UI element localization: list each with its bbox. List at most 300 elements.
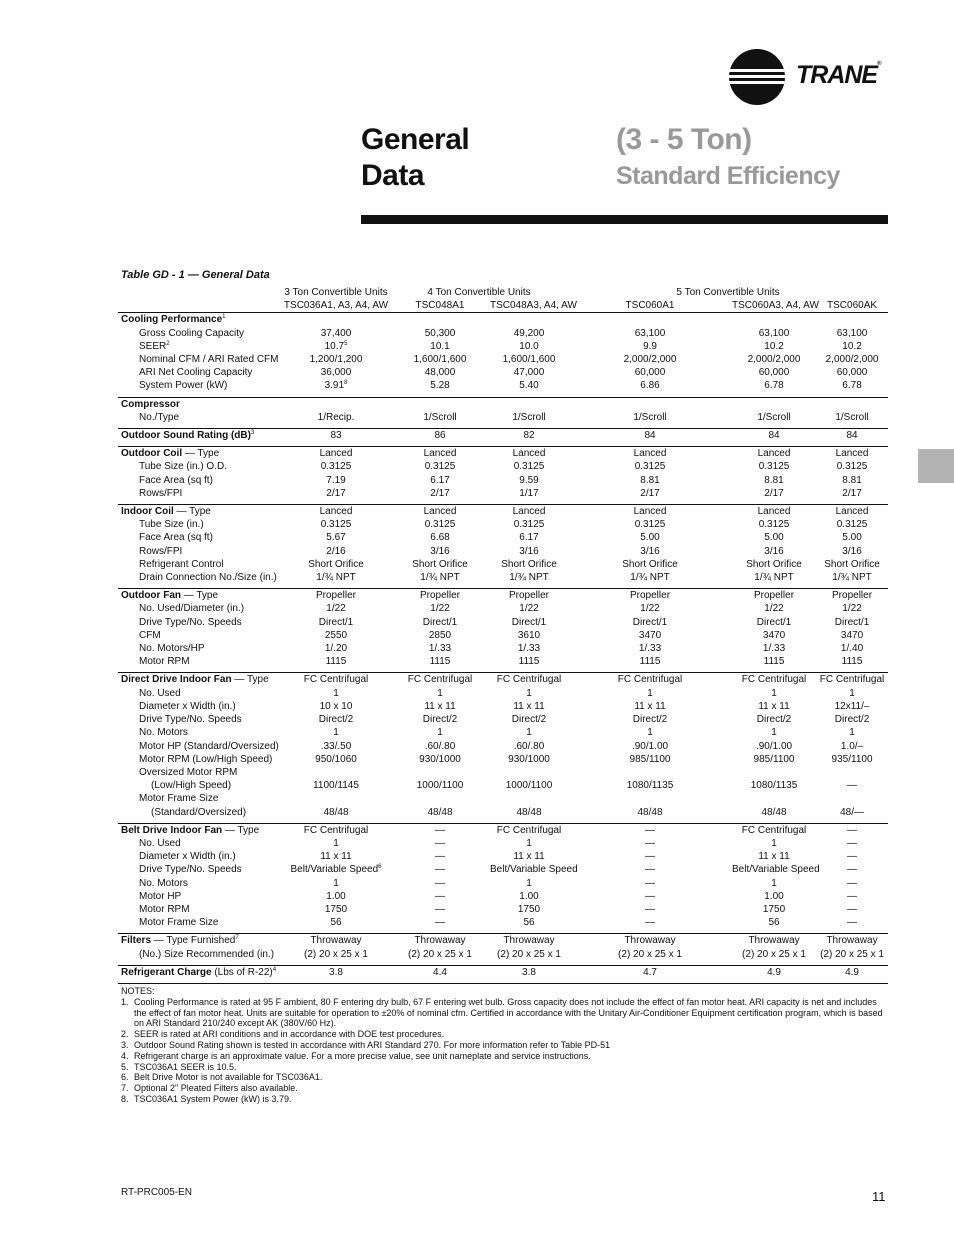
table-cell bbox=[282, 792, 390, 805]
table-cell: 11 x 11 bbox=[758, 700, 790, 712]
table-cell: 985/1100 bbox=[753, 753, 795, 765]
table-cell bbox=[568, 397, 732, 411]
table-cell: 1 bbox=[437, 727, 443, 739]
table-cell: (2) 20 x 25 x 1 bbox=[742, 948, 806, 960]
trane-logo bbox=[729, 49, 899, 105]
table-cell: .90/1.00 bbox=[755, 740, 793, 752]
table-cell: Lanced bbox=[390, 505, 490, 519]
table-cell: 2/17 bbox=[842, 487, 862, 499]
table-cell: 1/.33 bbox=[517, 643, 541, 655]
table-row bbox=[118, 916, 888, 929]
table-cell: 60,000 bbox=[836, 367, 868, 379]
table-cell: 3470 bbox=[762, 629, 786, 641]
table-cell: 86 bbox=[390, 429, 490, 443]
table-cell: 0.3125 bbox=[424, 519, 456, 531]
table-cell: 1/Scroll bbox=[835, 411, 869, 423]
section-header-row bbox=[118, 823, 888, 837]
trane-emblem-icon bbox=[729, 49, 785, 105]
table-cell: 6.68 bbox=[430, 532, 450, 544]
table-cell bbox=[490, 397, 568, 411]
table-cell: 4.9 bbox=[732, 965, 816, 979]
table-cell bbox=[732, 766, 816, 779]
table-row bbox=[118, 487, 888, 500]
row-label: Motor Frame Size bbox=[139, 793, 219, 805]
row-label: SEER$^2$ bbox=[139, 340, 170, 352]
row-label: Oversized Motor RPM bbox=[139, 766, 238, 778]
table-cell: 1/.40 bbox=[840, 643, 864, 655]
unit-group-header: 4 Ton Convertible Units bbox=[427, 287, 531, 298]
section-title: Belt Drive Indoor Fan — Type bbox=[118, 823, 282, 837]
table-row bbox=[118, 837, 888, 850]
table-cell: — bbox=[847, 864, 858, 876]
model-header: TSC036A1, A3, A4, AW bbox=[283, 300, 389, 312]
table-cell: 2550 bbox=[324, 629, 348, 641]
table-cell: — bbox=[645, 837, 656, 849]
row-label: ARI Net Cooling Capacity bbox=[139, 367, 253, 379]
table-cell: 2,000/2,000 bbox=[623, 354, 677, 366]
table-cell: — bbox=[645, 917, 656, 929]
row-label: (Standard/Oversized) bbox=[151, 806, 247, 818]
table-cell: 1/.20 bbox=[324, 643, 348, 655]
table-cell bbox=[282, 766, 390, 779]
table-cell: 1.00 bbox=[326, 890, 346, 902]
table-cell: FC Centrifugal bbox=[732, 823, 816, 837]
section-title: Outdoor Fan — Type bbox=[118, 589, 282, 603]
table-row bbox=[118, 779, 888, 792]
table-cell: 1/Scroll bbox=[757, 411, 791, 423]
table-cell: 1115 bbox=[639, 656, 661, 668]
table-row bbox=[118, 602, 888, 615]
section-header-row bbox=[118, 673, 888, 687]
table-cell: Lanced bbox=[568, 505, 732, 519]
table-cell: Direct/2 bbox=[834, 714, 870, 726]
table-cell: 1,200/1,200 bbox=[309, 354, 363, 366]
table-cell: 84 bbox=[816, 429, 888, 443]
table-cell: Throwaway bbox=[568, 934, 732, 948]
table-cell: 1115 bbox=[841, 656, 863, 668]
table-cell: 8.81 bbox=[842, 474, 862, 486]
note-item: 7. Optional 2" Pleated Filters also available. bbox=[121, 1083, 298, 1094]
table-cell: 84 bbox=[568, 429, 732, 443]
table-cell: 6.78 bbox=[842, 380, 862, 392]
note-item: 2. SEER is rated at ARI conditions and in accordance with DOE test procedures. bbox=[121, 1029, 445, 1040]
table-cell bbox=[816, 792, 888, 805]
unit-group-row bbox=[118, 286, 888, 299]
table-cell: 1,600/1,600 bbox=[502, 354, 556, 366]
section-title: Direct Drive Indoor Fan — Type bbox=[118, 673, 282, 687]
table-cell: Lanced bbox=[490, 505, 568, 519]
row-label: System Power (kW) bbox=[139, 380, 228, 392]
table-cell: Direct/1 bbox=[318, 616, 354, 628]
table-row bbox=[118, 558, 888, 571]
page-title: General Data bbox=[361, 123, 470, 192]
table-cell: 48/48 bbox=[427, 806, 453, 818]
table-cell: — bbox=[435, 837, 445, 849]
table-cell: 84 bbox=[732, 429, 816, 443]
row-label: Rows/FPI bbox=[139, 545, 183, 557]
table-row bbox=[118, 753, 888, 766]
table-cell: 63,100 bbox=[836, 327, 868, 339]
table-row bbox=[118, 806, 888, 819]
table-cell: 1 bbox=[526, 877, 532, 889]
table-cell: 1 bbox=[437, 687, 443, 699]
table-cell: 1.0/– bbox=[840, 740, 864, 752]
row-label: Face Area (sq ft) bbox=[139, 532, 213, 544]
table-cell: 6.17 bbox=[519, 532, 539, 544]
table-cell: 1 bbox=[849, 727, 855, 739]
table-cell: — bbox=[435, 864, 445, 876]
table-cell bbox=[732, 397, 816, 411]
table-cell: 10 x 10 bbox=[319, 700, 353, 712]
table-row bbox=[118, 616, 888, 629]
section-title: Outdoor Coil — Type bbox=[118, 447, 282, 461]
model-header: TSC060A1 bbox=[625, 300, 675, 312]
table-cell: 1,600/1,600 bbox=[413, 354, 467, 366]
table-cell bbox=[390, 766, 490, 779]
table-cell: 0.3125 bbox=[634, 461, 666, 473]
table-row bbox=[118, 700, 888, 713]
table-cell: 3/16 bbox=[640, 545, 660, 557]
table-cell: — bbox=[847, 837, 858, 849]
table-cell: 5.28 bbox=[430, 380, 450, 392]
table-cell: 2,000/2,000 bbox=[825, 354, 879, 366]
table-cell: (2) 20 x 25 x 1 bbox=[820, 948, 884, 960]
table-cell: 2/17 bbox=[326, 487, 346, 499]
row-label: Face Area (sq ft) bbox=[139, 474, 213, 486]
section-header-row bbox=[118, 934, 888, 948]
table-cell: .60/.80 bbox=[424, 740, 456, 752]
table-cell bbox=[568, 313, 732, 327]
table-cell: 11 x 11 bbox=[513, 700, 545, 712]
table-cell: — bbox=[645, 903, 656, 915]
table-cell: 3/16 bbox=[430, 545, 450, 557]
table-cell: Propeller bbox=[282, 589, 390, 603]
table-cell: 1 bbox=[333, 877, 339, 889]
table-cell: 12x11/– bbox=[834, 700, 870, 712]
table-cell: 1/Scroll bbox=[633, 411, 667, 423]
row-label: CFM bbox=[139, 629, 161, 641]
table-row bbox=[118, 531, 888, 544]
table-cell: Direct/2 bbox=[318, 714, 354, 726]
table-cell: 10.1 bbox=[430, 340, 450, 352]
table-cell: 0.3125 bbox=[320, 461, 352, 473]
table-cell: 0.3125 bbox=[758, 461, 790, 473]
table-cell: 2/17 bbox=[764, 487, 784, 499]
document-code: RT-PRC005-EN bbox=[121, 1187, 192, 1198]
row-label: Drive Type/No. Speeds bbox=[139, 864, 242, 876]
table-cell: (2) 20 x 25 x 1 bbox=[618, 948, 682, 960]
table-cell: 1/.33 bbox=[762, 643, 786, 655]
model-header: TSC060A3, A4, AW bbox=[732, 300, 819, 312]
row-label: Refrigerant Control bbox=[139, 558, 224, 570]
table-cell: 5.00 bbox=[764, 532, 784, 544]
table-cell: Short Orifice bbox=[412, 558, 468, 570]
table-cell: FC Centrifugal bbox=[282, 673, 390, 687]
general-data-table bbox=[118, 286, 888, 984]
table-cell: 0.3125 bbox=[424, 461, 456, 473]
table-row bbox=[118, 903, 888, 916]
table-cell bbox=[816, 313, 888, 327]
notes bbox=[121, 986, 891, 1105]
table-cell: 11 x 11 bbox=[758, 851, 790, 863]
table-cell: Direct/1 bbox=[834, 616, 870, 628]
row-label: Motor HP (Standard/Oversized) bbox=[139, 740, 279, 752]
table-cell: — bbox=[645, 851, 656, 863]
table-cell: 5.00 bbox=[640, 532, 660, 544]
table-cell: 8.81 bbox=[640, 474, 660, 486]
section-header-row bbox=[118, 589, 888, 603]
table-row bbox=[118, 545, 888, 558]
table-cell bbox=[732, 313, 816, 327]
table-cell: FC Centrifugal bbox=[732, 673, 816, 687]
table-cell bbox=[490, 766, 568, 779]
table-cell: 1000/1100 bbox=[505, 780, 553, 792]
table-cell bbox=[732, 792, 816, 805]
table-cell: 1/Recip. bbox=[317, 411, 355, 423]
table-cell: 60,000 bbox=[634, 367, 666, 379]
table-cell: 2,000/2,000 bbox=[747, 354, 801, 366]
note-item: 8. TSC036A1 System Power (kW) is 3.79. bbox=[121, 1093, 292, 1104]
table-cell bbox=[282, 313, 390, 327]
table-cell: Lanced bbox=[732, 447, 816, 461]
table-cell: Propeller bbox=[490, 589, 568, 603]
table-cell: 5.67 bbox=[326, 532, 346, 544]
table-cell: 48/48 bbox=[637, 806, 663, 818]
table-cell: 7.19 bbox=[326, 474, 346, 486]
table-cell: 2850 bbox=[428, 629, 452, 641]
table-cell: 1/Scroll bbox=[423, 411, 457, 423]
table-cell: 1080/1135 bbox=[750, 780, 798, 792]
table-cell: 4.4 bbox=[390, 965, 490, 979]
table-row bbox=[118, 629, 888, 642]
table-cell: Throwaway bbox=[490, 934, 568, 948]
table-cell: 1/22 bbox=[842, 603, 862, 615]
table-cell: 930/1000 bbox=[419, 753, 461, 765]
table-cell: 6.17 bbox=[430, 474, 450, 486]
table-cell bbox=[568, 792, 732, 805]
title-divider bbox=[361, 215, 888, 224]
table-cell: Direct/2 bbox=[756, 714, 792, 726]
table-cell: 1115 bbox=[763, 656, 785, 668]
table-cell: 1115 bbox=[325, 656, 347, 668]
table-cell: 1115 bbox=[429, 656, 451, 668]
table-cell: 4.9 bbox=[816, 965, 888, 979]
table-cell: 56 bbox=[768, 917, 780, 929]
table-cell: 4.7 bbox=[568, 965, 732, 979]
table-cell: 1/¾ NPT bbox=[509, 572, 549, 584]
table-cell: 11 x 11 bbox=[513, 851, 545, 863]
table-cell: Belt/Variable Speed bbox=[732, 864, 820, 876]
table-cell: 950/1060 bbox=[315, 753, 357, 765]
table-cell: 1/22 bbox=[519, 603, 539, 615]
table-cell: 10.2 bbox=[842, 340, 862, 352]
table-cell: 48/48 bbox=[516, 806, 542, 818]
table-row bbox=[118, 877, 888, 890]
table-cell: Propeller bbox=[732, 589, 816, 603]
table-cell: — bbox=[645, 877, 656, 889]
table-cell: 1 bbox=[333, 727, 339, 739]
table-row bbox=[118, 474, 888, 487]
table-cell: 5.00 bbox=[842, 532, 862, 544]
table-cell: FC Centrifugal bbox=[390, 673, 490, 687]
table-cell: 10.0 bbox=[519, 340, 539, 352]
table-cell: 10.7$^5$ bbox=[324, 340, 348, 352]
table-cell: 8.81 bbox=[764, 474, 784, 486]
table-cell: 1 bbox=[333, 837, 339, 849]
table-row bbox=[118, 863, 888, 876]
table-cell: 3610 bbox=[517, 629, 541, 641]
model-header: TSC060AK bbox=[827, 300, 878, 312]
table-cell bbox=[568, 766, 732, 779]
row-label: Diameter x Width (in.) bbox=[139, 851, 236, 863]
table-cell: Short Orifice bbox=[824, 558, 880, 570]
table-cell: 1/22 bbox=[764, 603, 784, 615]
table-cell: 3/16 bbox=[842, 545, 862, 557]
table-cell: 10.2 bbox=[764, 340, 784, 352]
table-cell: 37,400 bbox=[320, 327, 352, 339]
row-label: No. Used bbox=[139, 837, 181, 849]
table-cell bbox=[390, 397, 490, 411]
table-row bbox=[118, 792, 888, 805]
table-row bbox=[118, 353, 888, 366]
section-header-row bbox=[118, 313, 888, 327]
table-cell: 48,000 bbox=[424, 367, 456, 379]
table-cell: — bbox=[816, 823, 888, 837]
table-cell bbox=[282, 397, 390, 411]
table-cell: — bbox=[645, 890, 656, 902]
table-cell: Direct/2 bbox=[632, 714, 668, 726]
section-header-row bbox=[118, 965, 888, 979]
table-cell: .90/1.00 bbox=[631, 740, 669, 752]
table-cell: 3470 bbox=[638, 629, 662, 641]
table-cell: 5.40 bbox=[519, 380, 539, 392]
table-cell: 1 bbox=[526, 727, 532, 739]
table-cell: Lanced bbox=[490, 447, 568, 461]
table-cell: Propeller bbox=[816, 589, 888, 603]
table-cell: 83 bbox=[282, 429, 390, 443]
section-header-row bbox=[118, 447, 888, 461]
table-cell: 1/¾ NPT bbox=[630, 572, 670, 584]
table-cell: — bbox=[435, 890, 445, 902]
table-cell: 3.91$^8$ bbox=[324, 380, 348, 392]
table-cell: FC Centrifugal bbox=[282, 823, 390, 837]
table-cell: 0.3125 bbox=[758, 519, 790, 531]
table-cell: — bbox=[390, 823, 490, 837]
table-cell: FC Centrifugal bbox=[490, 823, 568, 837]
row-label: Motor RPM bbox=[139, 903, 190, 915]
table-cell: 48/48 bbox=[323, 806, 349, 818]
row-label: Motor RPM bbox=[139, 656, 190, 668]
table-cell: — bbox=[847, 851, 858, 863]
table-row bbox=[118, 740, 888, 753]
table-cell: 1 bbox=[526, 687, 532, 699]
row-label: No./Type bbox=[139, 411, 180, 423]
table-cell: 930/1000 bbox=[508, 753, 550, 765]
table-row bbox=[118, 518, 888, 531]
table-cell: — bbox=[847, 877, 858, 889]
table-cell: 1.00 bbox=[764, 890, 784, 902]
section-header-row bbox=[118, 505, 888, 519]
row-label: (Low/High Speed) bbox=[151, 780, 232, 792]
table-cell: 0.3125 bbox=[513, 461, 545, 473]
table-row bbox=[118, 571, 888, 584]
table-cell: 11 x 11 bbox=[634, 700, 666, 712]
table-cell: 11 x 11 bbox=[320, 851, 352, 863]
table-cell: — bbox=[435, 903, 445, 915]
table-cell: 1/17 bbox=[519, 487, 539, 499]
table-cell: Direct/2 bbox=[511, 714, 547, 726]
table-cell: Short Orifice bbox=[622, 558, 678, 570]
table-cell: Direct/2 bbox=[422, 714, 458, 726]
table-cell: 1/¾ NPT bbox=[420, 572, 460, 584]
table-cell: Lanced bbox=[282, 447, 390, 461]
table-cell: 48/— bbox=[840, 806, 864, 818]
model-header: TSC048A1 bbox=[415, 300, 465, 312]
table-cell: Direct/1 bbox=[632, 616, 668, 628]
table-row bbox=[118, 713, 888, 726]
unit-group-header: 5 Ton Convertible Units bbox=[676, 287, 780, 298]
table-cell: Belt/Variable Speed bbox=[490, 864, 578, 876]
table-cell: (2) 20 x 25 x 1 bbox=[304, 948, 368, 960]
table-cell: 1/¾ NPT bbox=[832, 572, 872, 584]
table-row bbox=[118, 379, 888, 392]
table-cell: 3/16 bbox=[764, 545, 784, 557]
table-cell: 1750 bbox=[762, 903, 786, 915]
note-item: 3. Outdoor Sound Rating shown is tested in accordance with ARI Standard 270. For more information refer to Table PD-51 bbox=[121, 1039, 611, 1050]
row-label: No. Used bbox=[139, 687, 181, 699]
table-caption: Table GD - 1 — General Data bbox=[121, 269, 270, 281]
notes-heading: NOTES: bbox=[121, 986, 155, 996]
table-cell: 56 bbox=[330, 917, 342, 929]
table-cell: 63,100 bbox=[634, 327, 666, 339]
table-cell: 36,000 bbox=[320, 367, 352, 379]
table-cell: — bbox=[847, 780, 858, 792]
table-cell: 6.78 bbox=[764, 380, 784, 392]
table-cell: Throwaway bbox=[282, 934, 390, 948]
header-spacer bbox=[118, 286, 282, 299]
note-item: 1. Cooling Performance is rated at 95 F ambient, 80 F entering dry bulb, 67 F entering wet bulb. Gross capacity does not include the effect of fan motor heat. ARI capacity is net and includes the effect of fan motor heat. Units are suitable for operation to ±20% of nominal cfm. Certified in accordance with the Unitary Air-Conditioner Equipment certification program, which is based on ARI Standard 210/240 except AK (380V/60 Hz). bbox=[121, 996, 883, 1029]
table-cell: — bbox=[435, 877, 445, 889]
table-cell: 1 bbox=[771, 877, 777, 889]
table-cell: Lanced bbox=[282, 505, 390, 519]
row-label: Nominal CFM / ARI Rated CFM bbox=[139, 354, 279, 366]
row-label: No. Motors/HP bbox=[139, 643, 205, 655]
section-title: Compressor bbox=[118, 397, 282, 411]
row-label: No. Used/Diameter (in.) bbox=[139, 603, 245, 615]
table-row bbox=[118, 460, 888, 473]
section-header-row bbox=[118, 429, 888, 443]
model-header: TSC048A3, A4, AW bbox=[490, 300, 577, 312]
table-cell: 1750 bbox=[517, 903, 541, 915]
page-subtitle: (3 - 5 Ton) Standard Efficiency bbox=[616, 123, 840, 190]
table-row bbox=[118, 850, 888, 863]
table-cell: 1/22 bbox=[640, 603, 660, 615]
table-cell: 3.8 bbox=[282, 965, 390, 979]
table-cell: 1 bbox=[333, 687, 339, 699]
table-cell: 1 bbox=[771, 837, 777, 849]
table-cell: Throwaway bbox=[390, 934, 490, 948]
table-cell: Direct/1 bbox=[756, 616, 792, 628]
table-cell: 1/22 bbox=[430, 603, 450, 615]
table-cell: — bbox=[435, 917, 445, 929]
table-cell: Throwaway bbox=[732, 934, 816, 948]
table-cell: 0.3125 bbox=[836, 519, 868, 531]
table-cell: 60,000 bbox=[758, 367, 790, 379]
table-cell: 1/Scroll bbox=[512, 411, 546, 423]
section-header-row bbox=[118, 397, 888, 411]
table-cell: FC Centrifugal bbox=[816, 673, 888, 687]
table-cell bbox=[390, 792, 490, 805]
